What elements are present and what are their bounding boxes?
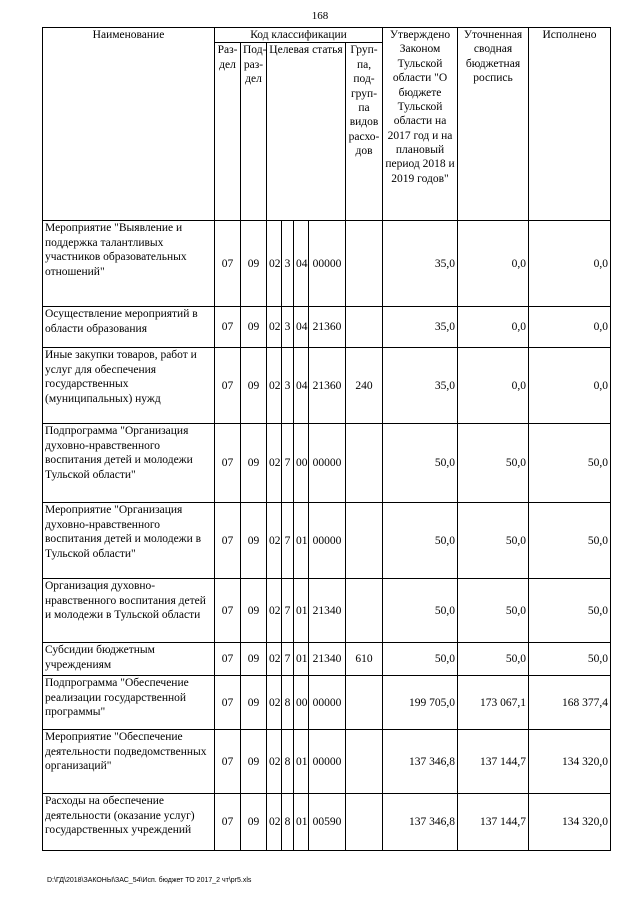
row-approved: 50,0 — [383, 643, 458, 676]
header-name: Наименование — [43, 28, 215, 221]
row-podrazdel: 09 — [241, 579, 267, 643]
row-cs3: 01 — [294, 730, 309, 794]
row-razdel: 07 — [215, 579, 241, 643]
row-refined: 0,0 — [458, 221, 529, 307]
row-cs2: 7 — [282, 503, 294, 579]
table-row — [43, 424, 611, 503]
row-refined: 50,0 — [458, 503, 529, 579]
header-row-1 — [43, 28, 611, 43]
row-cs2: 3 — [282, 307, 294, 348]
row-razdel: 07 — [215, 503, 241, 579]
row-cs1: 02 — [267, 348, 282, 424]
row-approved: 50,0 — [383, 503, 458, 579]
row-cs4: 21340 — [309, 579, 346, 643]
header-target-article: Целевая статья — [267, 43, 346, 221]
row-group: 610 — [346, 643, 383, 676]
row-cs3: 00 — [294, 676, 309, 730]
row-executed: 50,0 — [529, 503, 611, 579]
row-cs3: 04 — [294, 348, 309, 424]
row-podrazdel: 09 — [241, 424, 267, 503]
table-row — [43, 503, 611, 579]
row-cs1: 02 — [267, 503, 282, 579]
row-refined: 50,0 — [458, 579, 529, 643]
row-executed: 134 320,0 — [529, 794, 611, 851]
row-cs3: 04 — [294, 221, 309, 307]
row-executed: 50,0 — [529, 424, 611, 503]
row-cs1: 02 — [267, 579, 282, 643]
row-approved: 137 346,8 — [383, 730, 458, 794]
row-group — [346, 503, 383, 579]
row-group — [346, 579, 383, 643]
row-approved: 199 705,0 — [383, 676, 458, 730]
row-cs1: 02 — [267, 676, 282, 730]
row-name: Субсидии бюджетным учреждениям — [43, 643, 215, 676]
table-row — [43, 643, 611, 676]
table-row — [43, 348, 611, 424]
table-body — [43, 221, 611, 851]
table-row — [43, 794, 611, 851]
row-razdel: 07 — [215, 643, 241, 676]
row-cs2: 7 — [282, 424, 294, 503]
header-expense-group: Груп- па, под- груп- па видов расхо- дов — [346, 43, 383, 221]
table-row — [43, 307, 611, 348]
row-executed: 0,0 — [529, 221, 611, 307]
row-name: Расходы на обеспечение деятельности (оказание услуг) государственных учреждений — [43, 794, 215, 851]
row-cs3: 01 — [294, 503, 309, 579]
row-executed: 0,0 — [529, 307, 611, 348]
row-refined: 137 144,7 — [458, 794, 529, 851]
row-razdel: 07 — [215, 676, 241, 730]
row-cs2: 7 — [282, 579, 294, 643]
row-razdel: 07 — [215, 730, 241, 794]
row-razdel: 07 — [215, 307, 241, 348]
row-cs3: 00 — [294, 424, 309, 503]
row-refined: 0,0 — [458, 348, 529, 424]
row-refined: 50,0 — [458, 643, 529, 676]
row-cs1: 02 — [267, 221, 282, 307]
row-cs4: 21360 — [309, 348, 346, 424]
row-podrazdel: 09 — [241, 643, 267, 676]
table-row — [43, 730, 611, 794]
row-podrazdel: 09 — [241, 503, 267, 579]
row-refined: 0,0 — [458, 307, 529, 348]
row-cs2: 8 — [282, 794, 294, 851]
row-name: Подпрограмма "Организация духовно-нравственного воспитания детей и молодежи Тульской области" — [43, 424, 215, 503]
row-podrazdel: 09 — [241, 348, 267, 424]
row-cs4: 00000 — [309, 221, 346, 307]
header-refined: Уточненная сводная бюджетная роспись — [458, 28, 529, 221]
row-name: Организация духовно-нравственного воспитания детей и молодежи в Тульской области — [43, 579, 215, 643]
row-cs4: 21360 — [309, 307, 346, 348]
row-cs3: 04 — [294, 307, 309, 348]
row-cs2: 8 — [282, 730, 294, 794]
row-podrazdel: 09 — [241, 221, 267, 307]
row-name: Мероприятие "Организация духовно-нравственного воспитания детей и молодежи в Тульской области" — [43, 503, 215, 579]
row-cs2: 7 — [282, 643, 294, 676]
row-executed: 50,0 — [529, 579, 611, 643]
row-razdel: 07 — [215, 794, 241, 851]
row-cs2: 8 — [282, 676, 294, 730]
row-cs3: 01 — [294, 794, 309, 851]
row-group: 240 — [346, 348, 383, 424]
budget-table — [42, 27, 611, 851]
header-approved: Утверждено Законом Тульской области "О бюджете Тульской области на 2017 год и на плановый период 2018 и 2019 годов" — [383, 28, 458, 221]
row-cs4: 00000 — [309, 676, 346, 730]
row-executed: 168 377,4 — [529, 676, 611, 730]
row-cs2: 3 — [282, 221, 294, 307]
file-path-footer: D:\ГД\2018\ЗАКОНЫ\ЗАС_54\Исп. бюджет ТО 2017_2 чт\pr5.xls — [47, 877, 252, 884]
row-cs4: 00000 — [309, 424, 346, 503]
row-name: Мероприятие "Обеспечение деятельности подведомственных организаций" — [43, 730, 215, 794]
row-razdel: 07 — [215, 424, 241, 503]
header-section: Раз- дел — [215, 43, 241, 221]
row-approved: 137 346,8 — [383, 794, 458, 851]
row-group — [346, 221, 383, 307]
row-name: Подпрограмма "Обеспечение реализации государственной программы" — [43, 676, 215, 730]
row-cs1: 02 — [267, 424, 282, 503]
page-number: 168 — [311, 10, 329, 22]
header-subsection: Под- раз- дел — [241, 43, 267, 221]
row-approved: 35,0 — [383, 348, 458, 424]
row-group — [346, 730, 383, 794]
row-name: Мероприятие "Выявление и поддержка талантливых участников образовательных отношений" — [43, 221, 215, 307]
row-razdel: 07 — [215, 348, 241, 424]
row-name: Иные закупки товаров, работ и услуг для обеспечения государственных (муниципальных) нужд — [43, 348, 215, 424]
row-approved: 35,0 — [383, 221, 458, 307]
row-executed: 134 320,0 — [529, 730, 611, 794]
header-classification: Код классификации — [215, 28, 383, 43]
row-group — [346, 307, 383, 348]
row-approved: 50,0 — [383, 424, 458, 503]
row-refined: 173 067,1 — [458, 676, 529, 730]
row-cs4: 00000 — [309, 503, 346, 579]
row-cs1: 02 — [267, 794, 282, 851]
row-podrazdel: 09 — [241, 794, 267, 851]
row-podrazdel: 09 — [241, 676, 267, 730]
header-executed: Исполнено — [529, 28, 611, 221]
row-cs3: 01 — [294, 643, 309, 676]
row-name: Осуществление мероприятий в области образования — [43, 307, 215, 348]
row-approved: 35,0 — [383, 307, 458, 348]
row-cs4: 21340 — [309, 643, 346, 676]
row-executed: 50,0 — [529, 643, 611, 676]
row-group — [346, 794, 383, 851]
row-refined: 137 144,7 — [458, 730, 529, 794]
row-group — [346, 676, 383, 730]
table-row — [43, 221, 611, 307]
row-podrazdel: 09 — [241, 730, 267, 794]
row-executed: 0,0 — [529, 348, 611, 424]
row-razdel: 07 — [215, 221, 241, 307]
table-row — [43, 579, 611, 643]
row-refined: 50,0 — [458, 424, 529, 503]
row-group — [346, 424, 383, 503]
row-approved: 50,0 — [383, 579, 458, 643]
row-cs1: 02 — [267, 643, 282, 676]
row-cs3: 01 — [294, 579, 309, 643]
row-cs1: 02 — [267, 307, 282, 348]
row-podrazdel: 09 — [241, 307, 267, 348]
table-row — [43, 676, 611, 730]
row-cs4: 00590 — [309, 794, 346, 851]
row-cs1: 02 — [267, 730, 282, 794]
row-cs4: 00000 — [309, 730, 346, 794]
row-cs2: 3 — [282, 348, 294, 424]
